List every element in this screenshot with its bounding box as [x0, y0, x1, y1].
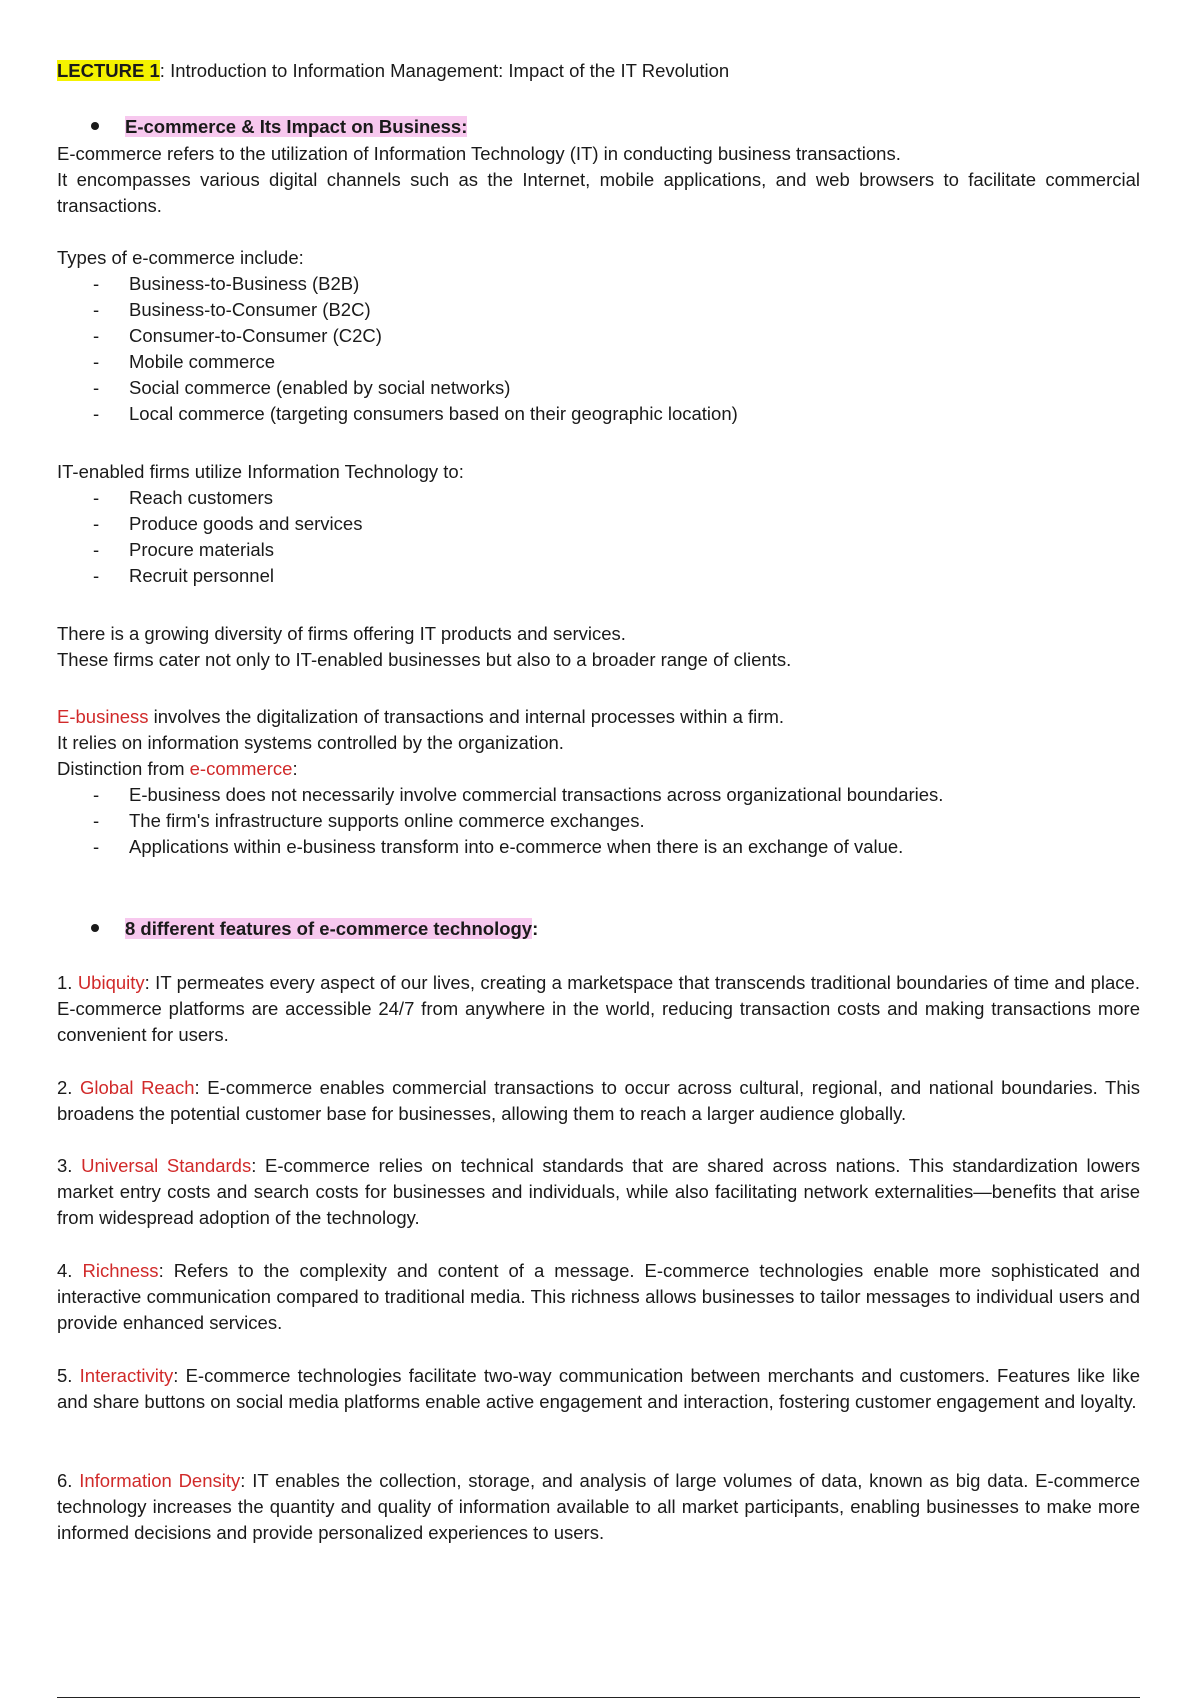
section-heading-text: 8 different features of e-commerce technology	[125, 918, 533, 939]
list-item: - Consumer-to-Consumer (C2C)	[57, 323, 1140, 349]
section-heading-ecommerce	[91, 114, 467, 140]
feature-term: Global Reach	[80, 1077, 195, 1098]
section-heading-text: E-commerce & Its Impact on Business:	[125, 116, 468, 137]
feature-number: 2.	[57, 1077, 81, 1098]
feature-text: : IT permeates every aspect of our lives, creating a marketspace that transcends traditional boundaries of time and place. E-commerce platforms are accessible 24/7 from anywhere in the world, reducing transaction costs and making transactions more convenient for users.	[57, 972, 1140, 1045]
list-item: - Produce goods and services	[57, 511, 1140, 537]
it-uses-list	[57, 485, 1140, 589]
ebusiness-relies: It relies on information systems controlled by the organization.	[57, 732, 564, 753]
feature-4	[57, 1258, 1140, 1336]
feature-number: 4.	[57, 1260, 83, 1281]
feature-2	[57, 1075, 1140, 1127]
feature-6	[57, 1468, 1140, 1546]
distinction-suffix: :	[292, 758, 298, 779]
list-item: - Business-to-Business (B2B)	[57, 271, 1140, 297]
list-item: - Social commerce (enabled by social networks)	[57, 375, 1140, 401]
distinction-label	[57, 756, 1140, 782]
feature-term: Ubiquity	[77, 972, 145, 993]
distinction-term: e-commerce	[189, 758, 293, 779]
section-heading-features	[91, 916, 538, 942]
list-item: - The firm's infrastructure supports online commerce exchanges.	[57, 808, 1140, 834]
feature-term: Interactivity	[79, 1365, 174, 1386]
feature-number: 1.	[57, 972, 78, 993]
lecture-title-line	[57, 58, 729, 84]
lecture-title: : Introduction to Information Management: Impact of the IT Revolution	[159, 60, 730, 81]
intro-line: It encompasses various digital channels such as the Internet, mobile applications, and web browsers to facilitate commercial transactions.	[57, 169, 1140, 216]
diversity-block	[57, 621, 1140, 673]
feature-number: 6.	[57, 1470, 80, 1491]
list-item: - Business-to-Consumer (B2C)	[57, 297, 1140, 323]
distinction-prefix: Distinction from	[57, 758, 190, 779]
heading-suffix: :	[532, 918, 539, 939]
list-item: - Reach customers	[57, 485, 1140, 511]
diversity-line: These firms cater not only to IT-enabled businesses but also to a broader range of clients.	[57, 649, 792, 670]
list-item: - Procure materials	[57, 537, 1140, 563]
distinction-list	[57, 782, 1140, 860]
ebusiness-term: E-business	[57, 706, 149, 727]
feature-1	[57, 970, 1140, 1048]
feature-text: : E-commerce relies on technical standards that are shared across nations. This standardization lowers market entry costs and search costs for businesses and individuals, while also facilitating network externalities—benefits that arise from widespread adoption of the technology.	[57, 1155, 1140, 1228]
feature-text: : E-commerce enables commercial transactions to occur across cultural, regional, and national boundaries. This broadens the potential customer base for businesses, allowing them to reach a larger audience globally.	[57, 1077, 1140, 1124]
feature-text: : IT enables the collection, storage, and analysis of large volumes of data, known as big data. E-commerce technology increases the quantity and quality of information available to all market participants, enabling businesses to make more informed decisions and provide personalized experiences to users.	[57, 1470, 1141, 1543]
feature-number: 3.	[57, 1155, 82, 1176]
feature-term: Information Density	[79, 1470, 241, 1491]
bullet-icon	[91, 122, 99, 130]
list-item: - Local commerce (targeting consumers based on their geographic location)	[57, 401, 1140, 427]
list-item: - Recruit personnel	[57, 563, 1140, 589]
page-bottom-rule	[57, 1697, 1140, 1698]
types-list	[57, 271, 1140, 427]
lecture-label: LECTURE 1	[57, 60, 160, 81]
feature-paragraph	[57, 1153, 1140, 1231]
feature-paragraph	[57, 970, 1140, 1048]
diversity-line: There is a growing diversity of firms offering IT products and services.	[57, 623, 626, 644]
list-item: - E-business does not necessarily involve commercial transactions across organizational boundaries.	[57, 782, 1140, 808]
ecommerce-intro	[57, 141, 1140, 219]
types-label: Types of e-commerce include:	[57, 247, 304, 268]
list-item: - Mobile commerce	[57, 349, 1140, 375]
ebusiness-def-text: involves the digitalization of transactions and internal processes within a firm.	[148, 706, 785, 727]
feature-paragraph	[57, 1468, 1140, 1546]
feature-5	[57, 1363, 1140, 1415]
feature-text: : E-commerce technologies facilitate two-way communication between merchants and customers. Features like like and share buttons on social media platforms enable active engagement and interaction, fostering customer engagement and loyalty.	[57, 1365, 1140, 1412]
it-uses-block	[57, 459, 1140, 589]
list-item: - Applications within e-business transform into e-commerce when there is an exchange of value.	[57, 834, 1140, 860]
types-block	[57, 245, 1140, 427]
feature-paragraph	[57, 1075, 1140, 1127]
feature-term: Richness	[82, 1260, 159, 1281]
feature-3	[57, 1153, 1140, 1231]
bullet-icon	[91, 924, 99, 932]
ebusiness-definition	[57, 704, 1140, 730]
it-label: IT-enabled firms utilize Information Technology to:	[57, 461, 464, 482]
feature-paragraph	[57, 1258, 1140, 1336]
feature-term: Universal Standards	[81, 1155, 252, 1176]
feature-paragraph	[57, 1363, 1140, 1415]
intro-line: E-commerce refers to the utilization of Information Technology (IT) in conducting business transactions.	[57, 143, 901, 164]
ebusiness-block	[57, 704, 1140, 860]
feature-number: 5.	[57, 1365, 80, 1386]
feature-text: : Refers to the complexity and content of a message. E-commerce technologies enable more sophisticated and interactive communication compared to traditional media. This richness allows businesses to tailor messages to individual users and provide enhanced services.	[57, 1260, 1140, 1333]
